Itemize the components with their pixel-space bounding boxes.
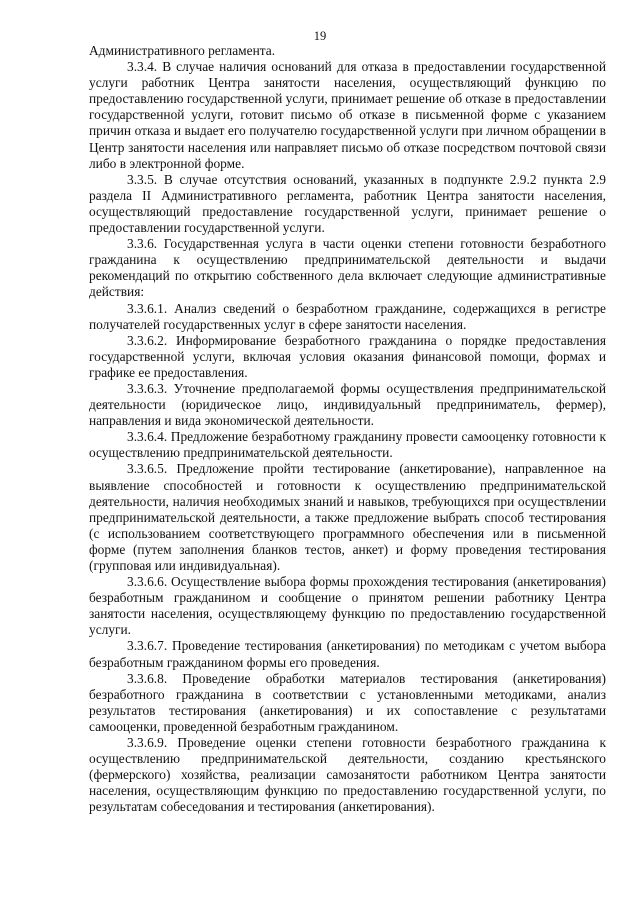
paragraph-3-3-5: 3.3.5. В случае отсутствия оснований, указанных в подпункте 2.9.2 пункта 2.9 раздела II Административного регламента, работник Центра занятости населения, осуществляющий предоставление государственной услуги, принимает решение о предоставлении государственной услуги. (89, 171, 606, 236)
page-number: 19 (313, 29, 327, 43)
paragraph-3-3-6-5: 3.3.6.5. Предложение пройти тестирование (анкетирование), направленное на выявление способностей и готовности к осуществлению предпринимательской деятельности, наличия необходимых знаний и навыков, требующихся при осуществлении предпринимательской деятельности, а также предложение выбрать способ тестирования (с использованием соответствующего программного обеспечения или в письменной форме (путем заполнения бланков тестов, анкет) и форму проведения тестирования (групповая или индивидуальная). (89, 461, 606, 573)
paragraph-3-3-6: 3.3.6. Государственная услуга в части оценки степени готовности безработного гражданина к осуществлению предпринимательской деятельности и выдачи рекомендаций по открытию собственного дела включает следующие административные действия: (89, 236, 606, 300)
paragraph-continuation: Административного регламента. (89, 43, 276, 58)
paragraph-3-3-6-7: 3.3.6.7. Проведение тестирования (анкетирования) по методикам с учетом выбора безработным гражданином формы его проведения. (89, 638, 606, 670)
paragraph-3-3-6-8: 3.3.6.8. Проведение обработки материалов тестирования (анкетирования) безработного гражданина в соответствии с установленными методиками, анализ результатов тестирования (анкетирования) и их сопоставление с результатами самооценки, проведенной безработным гражданином. (89, 670, 606, 734)
paragraph-3-3-6-1: 3.3.6.1. Анализ сведений о безработном гражданине, содержащихся в регистре получателей государственных услуг в сфере занятости населения. (89, 300, 606, 332)
paragraph-3-3-6-9: 3.3.6.9. Проведение оценки степени готовности безработного гражданина к осуществлению предпринимательской деятельности, созданию крестьянского (фермерского) хозяйства, реализации самозанятости работником Центра занятости населения, осуществляющим функцию по предоставлению государственной услуги, по результатам собеседования и тестирования (анкетирования). (89, 735, 606, 815)
paragraph-3-3-6-2: 3.3.6.2. Информирование безработного гражданина о порядке предоставления государственной услуги, включая условия оказания финансовой помощи, формах и графике ее предоставления. (89, 332, 606, 380)
body-text (89, 43, 606, 888)
paragraph-3-3-6-3: 3.3.6.3. Уточнение предполагаемой формы осуществления предпринимательской деятельности (юридическое лицо, индивидуальный предприниматель, фермер), направления и вида экономической деятельности. (89, 380, 606, 429)
paragraph-3-3-6-4: 3.3.6.4. Предложение безработному гражданину провести самооценку готовности к осуществлению предпринимательской деятельности. (89, 429, 606, 461)
paragraph-3-3-4: 3.3.4. В случае наличия оснований для отказа в предоставлении государственной услуги работник Центра занятости населения, осуществляющий функцию по предоставлению государственной услуги, принимает решение об отказе в предоставлении государственной услуги, готовит письмо об отказе в письменной форме с указанием причин отказа и выдает его получателю государственной услуги при личном обращении в Центр занятости населения или направляет письмо об отказе посредством почтовой связи либо в электронной форме. (89, 59, 606, 171)
paragraph-3-3-6-6: 3.3.6.6. Осуществление выбора формы прохождения тестирования (анкетирования) безработным гражданином и сообщение о принятом решении работнику Центра занятости населения, осуществляющему функцию по предоставлению государственной услуги. (89, 574, 606, 638)
